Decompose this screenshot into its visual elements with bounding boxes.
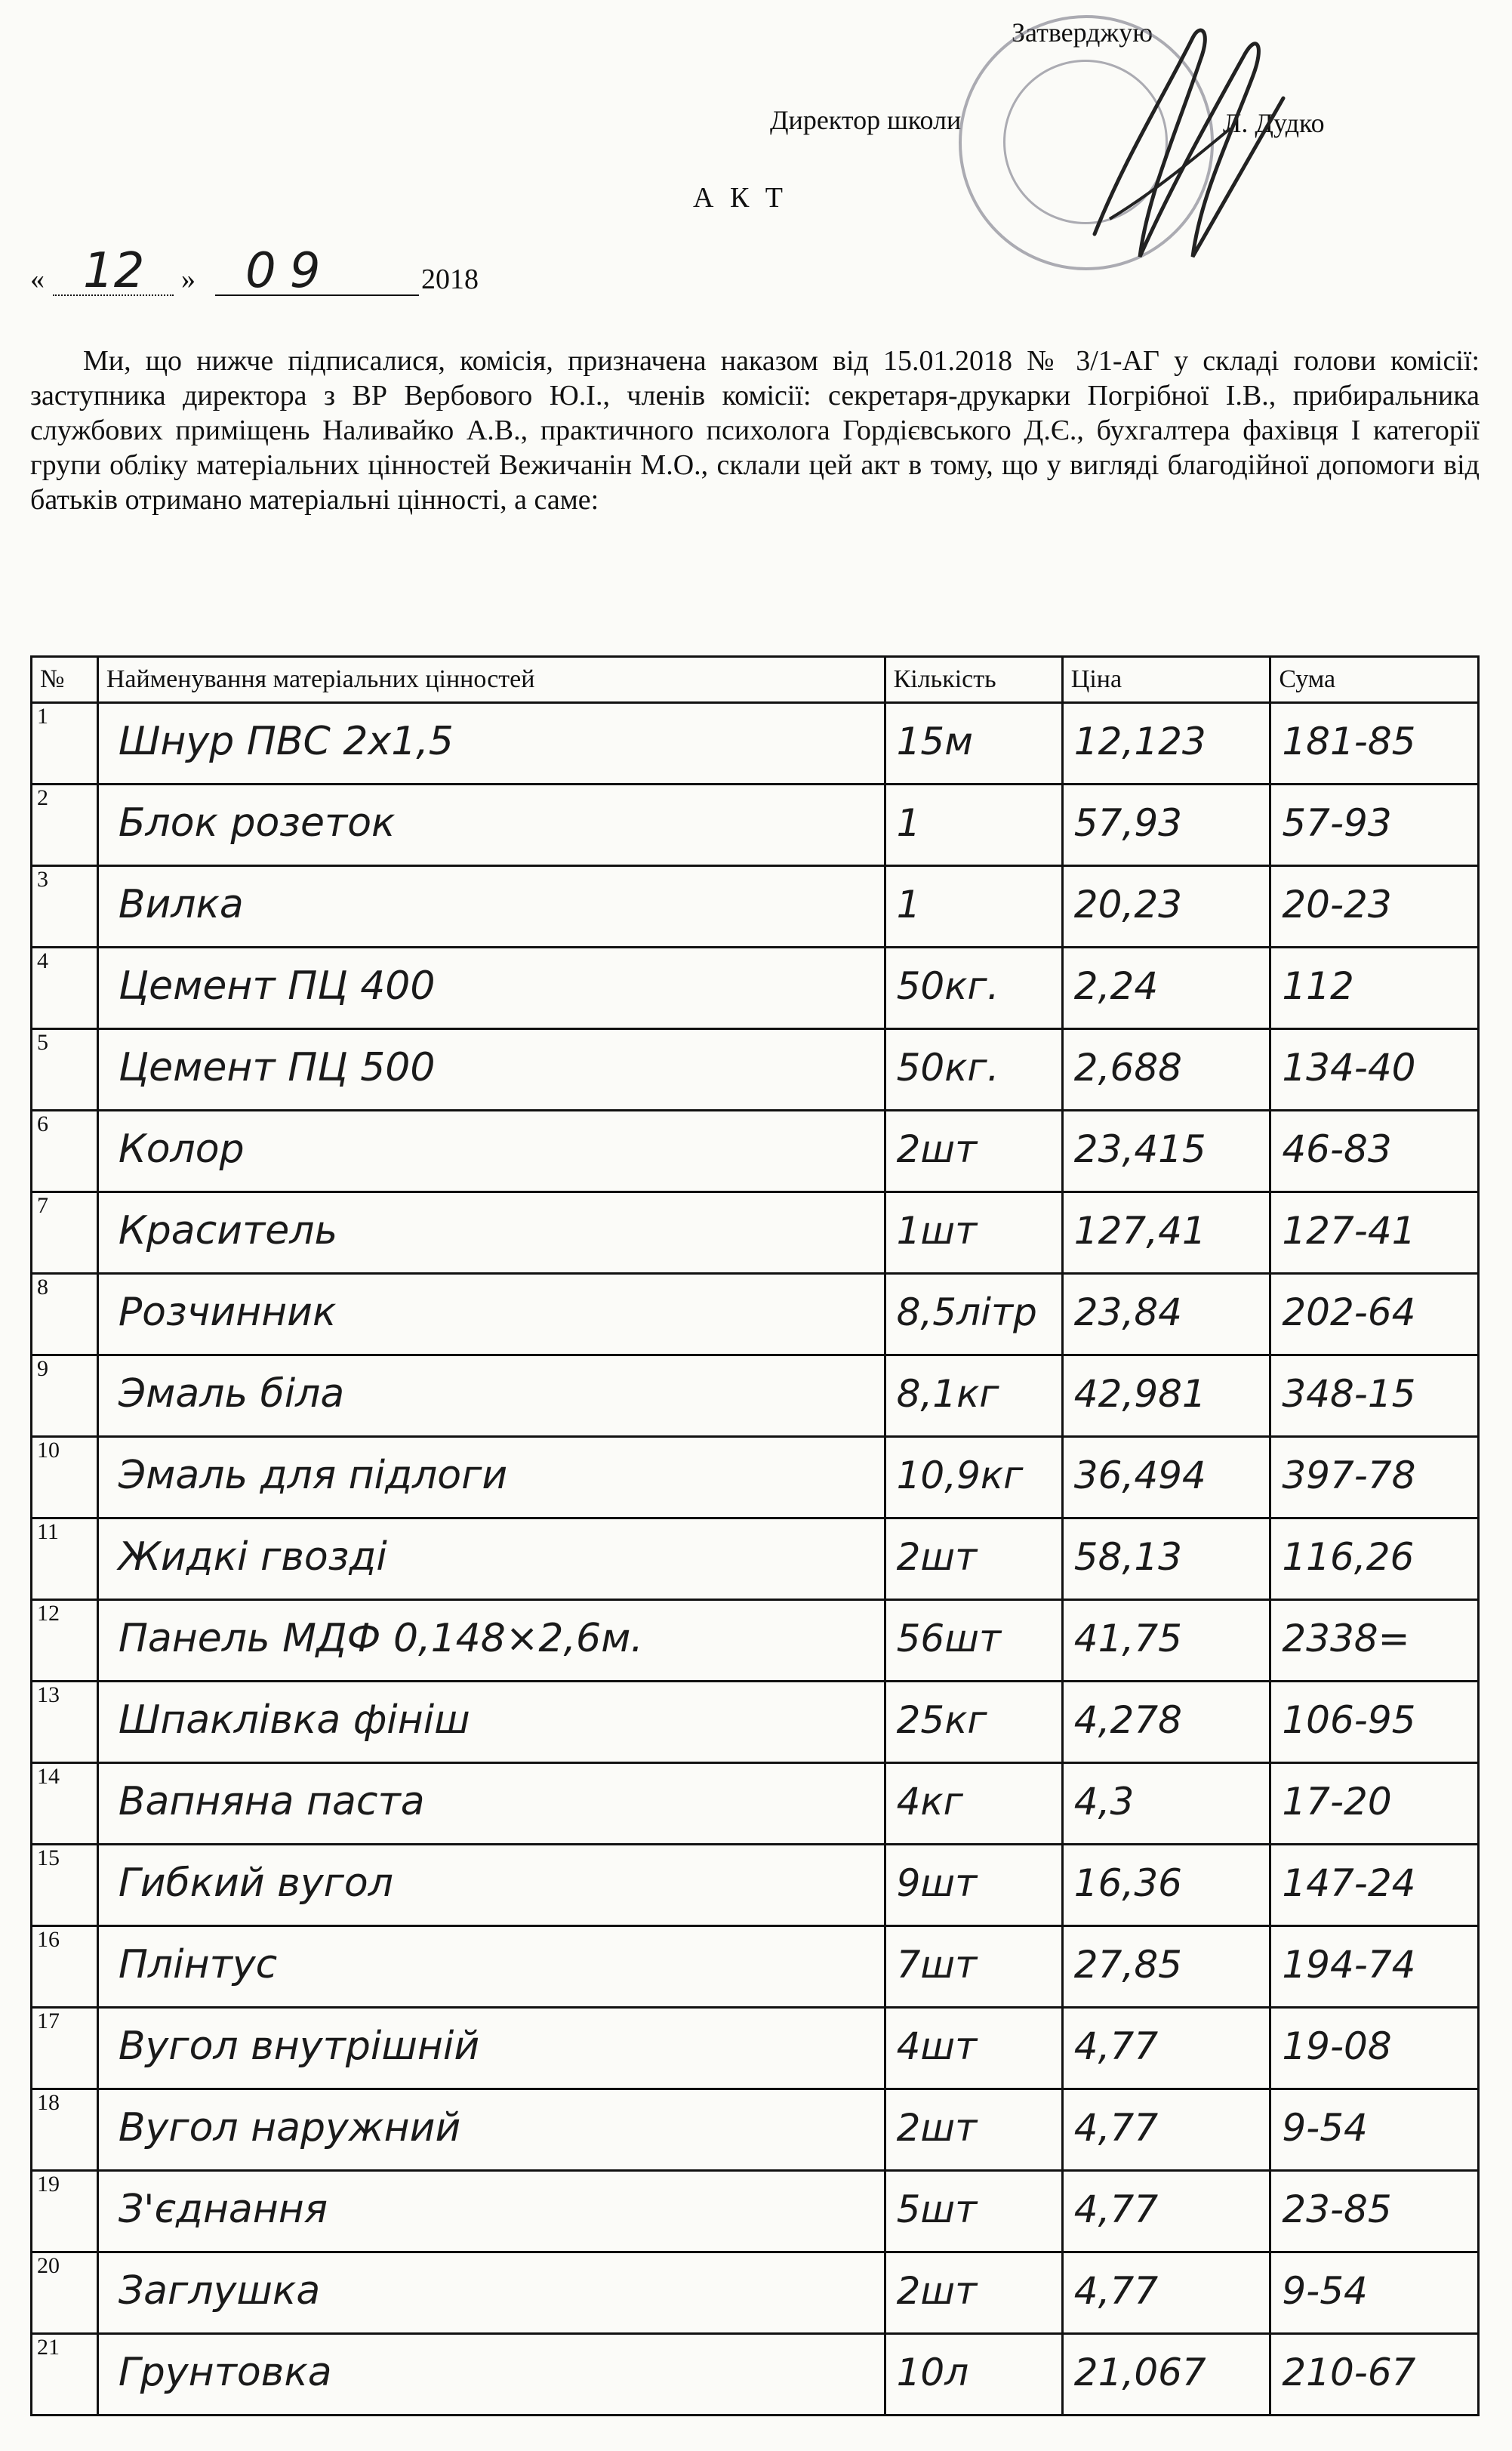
row-quantity: 2шт [896,2269,978,2313]
table-row [32,1029,1479,1111]
row-price-cell [1062,1926,1270,2008]
row-quantity-cell [885,1437,1062,1518]
row-quantity: 2шт [896,1535,978,1579]
materials-table [30,655,1480,2416]
director-signature [1079,8,1298,294]
row-number-cell [32,2008,98,2089]
row-quantity: 15м [896,720,973,763]
row-number: 19 [37,2172,60,2197]
row-number-cell [32,2089,98,2171]
row-price: 16,36 [1073,1861,1182,1905]
table-row [32,1192,1479,1274]
row-sum: 147-24 [1282,1861,1416,1905]
row-quantity: 7шт [896,1943,978,1987]
table-row [32,1274,1479,1355]
director-name: Л. Дудко [1223,108,1325,138]
row-number-cell [32,1111,98,1192]
row-sum: 194-74 [1282,1943,1416,1987]
row-number: 4 [37,948,48,973]
row-number-cell [32,1518,98,1600]
row-quantity: 4шт [896,2024,978,2068]
row-item-name: Шнур ПВС 2х1,5 [118,719,454,764]
row-price-cell [1062,1274,1270,1355]
row-quantity-cell [885,1192,1062,1274]
row-price: 4,77 [1073,2024,1159,2068]
row-price: 2,24 [1073,964,1159,1008]
row-price-cell [1062,1192,1270,1274]
row-sum: 2338= [1282,1617,1410,1660]
row-number: 10 [37,1438,60,1463]
row-item-name-cell [97,1355,885,1437]
row-price: 36,494 [1073,1454,1206,1497]
row-sum: 23-85 [1282,2187,1392,2231]
row-item-name-cell [97,1926,885,2008]
row-price-cell [1062,2171,1270,2252]
row-number: 9 [37,1356,48,1381]
row-sum: 46-83 [1282,1127,1392,1171]
row-number: 15 [37,1845,60,1870]
row-item-name-cell [97,2008,885,2089]
row-price: 41,75 [1073,1617,1182,1660]
row-price-cell [1062,1682,1270,1763]
row-item-name-cell [97,2252,885,2334]
row-item-name-cell [97,1274,885,1355]
table-row [32,1682,1479,1763]
row-number: 21 [37,2335,60,2360]
table-row [32,1355,1479,1437]
row-quantity-cell [885,1029,1062,1111]
row-item-name: Вилка [118,882,244,927]
row-item-name: Розчинник [118,1290,337,1335]
row-price: 4,77 [1073,2106,1159,2150]
document-date [30,243,513,302]
row-number: 5 [37,1030,48,1055]
row-item-name-cell [97,785,885,866]
row-quantity: 8,1кг [896,1372,999,1416]
row-item-name: Эмаль для підлоги [118,1453,508,1498]
row-number-cell [32,1926,98,2008]
row-sum: 202-64 [1282,1290,1416,1334]
row-number-cell [32,703,98,785]
row-item-name-cell [97,866,885,948]
row-quantity: 4кг [896,1780,963,1824]
row-sum-cell [1270,1926,1479,2008]
row-quantity-cell [885,2171,1062,2252]
date-day: 12 [83,243,145,299]
row-quantity-cell [885,1763,1062,1845]
row-number: 1 [37,704,48,729]
row-sum: 57-93 [1282,801,1392,845]
table-row [32,703,1479,785]
row-price-cell [1062,1111,1270,1192]
director-title: Директор школи [770,105,962,135]
row-number: 3 [37,867,48,892]
col-sum-header: Сума [1270,657,1479,703]
row-sum-cell [1270,866,1479,948]
row-price-cell [1062,866,1270,948]
row-quantity: 9шт [896,1861,978,1905]
row-item-name: Вугол наружний [118,2105,461,2150]
row-sum: 112 [1282,964,1354,1008]
col-price-header: Ціна [1062,657,1270,703]
row-price: 2,688 [1073,1046,1182,1090]
table-row [32,2171,1479,2252]
row-sum-cell [1270,1111,1479,1192]
row-price-cell [1062,2089,1270,2171]
row-item-name: Вугол внутрішній [118,2024,480,2069]
row-quantity: 2шт [896,1127,978,1171]
row-price: 4,3 [1073,1780,1135,1824]
row-sum: 9-54 [1282,2269,1368,2313]
table-row [32,1437,1479,1518]
row-sum-cell [1270,785,1479,866]
row-item-name-cell [97,2171,885,2252]
row-sum: 20-23 [1282,883,1392,926]
row-quantity: 10,9кг [896,1454,1024,1497]
row-number-cell [32,1600,98,1682]
row-sum: 17-20 [1282,1780,1392,1824]
row-number-cell [32,2252,98,2334]
row-number-cell [32,1682,98,1763]
row-number: 2 [37,785,48,810]
row-sum-cell [1270,703,1479,785]
row-item-name: Цемент ПЦ 500 [118,1045,436,1090]
row-price-cell [1062,2008,1270,2089]
row-quantity-cell [885,785,1062,866]
row-item-name-cell [97,1111,885,1192]
row-quantity-cell [885,866,1062,948]
row-number: 18 [37,2090,60,2115]
row-quantity: 1 [896,883,921,926]
row-quantity-cell [885,2008,1062,2089]
row-item-name: Заглушка [118,2268,321,2314]
row-number-cell [32,1274,98,1355]
row-item-name-cell [97,2089,885,2171]
row-number-cell [32,1437,98,1518]
date-open-quote: « [30,264,45,295]
row-item-name-cell [97,1192,885,1274]
row-item-name-cell [97,1600,885,1682]
row-price-cell [1062,1355,1270,1437]
row-number-cell [32,2171,98,2252]
date-close-quote: » [181,264,196,295]
row-item-name: Цемент ПЦ 400 [118,963,436,1009]
row-quantity: 2шт [896,2106,978,2150]
row-quantity-cell [885,2252,1062,2334]
row-quantity-cell [885,1600,1062,1682]
row-price-cell [1062,1763,1270,1845]
row-number: 12 [37,1601,60,1626]
row-sum-cell [1270,1763,1479,1845]
table-row [32,1763,1479,1845]
row-sum-cell [1270,948,1479,1029]
row-sum: 397-78 [1282,1454,1416,1497]
row-item-name-cell [97,1682,885,1763]
row-sum: 134-40 [1282,1046,1416,1090]
table-row [32,2008,1479,2089]
row-price: 21,067 [1073,2351,1206,2394]
table-row [32,1111,1479,1192]
row-sum-cell [1270,1845,1479,1926]
row-price-cell [1062,1518,1270,1600]
row-price-cell [1062,703,1270,785]
row-number-cell [32,1192,98,1274]
row-item-name-cell [97,1437,885,1518]
row-sum: 106-95 [1282,1698,1416,1742]
row-quantity-cell [885,703,1062,785]
row-price-cell [1062,1845,1270,1926]
row-item-name: Гибкий вугол [118,1861,393,1906]
row-price: 12,123 [1073,720,1206,763]
table-row [32,2252,1479,2334]
row-number: 8 [37,1275,48,1299]
row-sum-cell [1270,1518,1479,1600]
row-item-name: Жидкі гвоздi [118,1534,387,1580]
row-number-cell [32,1763,98,1845]
row-quantity: 25кг [896,1698,987,1742]
row-sum-cell [1270,1355,1479,1437]
row-price: 58,13 [1073,1535,1182,1579]
row-item-name-cell [97,1518,885,1600]
row-item-name-cell [97,1845,885,1926]
row-item-name: Вапняна паста [118,1779,425,1824]
row-quantity-cell [885,1274,1062,1355]
document-title: А К Т [693,182,787,214]
row-number-cell [32,785,98,866]
row-quantity: 56шт [896,1617,1002,1660]
row-sum-cell [1270,1600,1479,1682]
row-sum-cell [1270,2334,1479,2416]
row-sum-cell [1270,1682,1479,1763]
row-sum: 116,26 [1282,1535,1415,1579]
row-price: 23,84 [1073,1290,1182,1334]
row-sum: 127-41 [1282,1209,1416,1253]
row-price-cell [1062,1600,1270,1682]
row-price-cell [1062,2252,1270,2334]
row-number: 11 [37,1519,59,1544]
date-year: 2018 [421,264,479,295]
row-price: 42,981 [1073,1372,1206,1416]
row-item-name: Краситель [118,1208,338,1253]
row-quantity: 50кг. [896,1046,999,1090]
row-sum-cell [1270,1274,1479,1355]
row-price: 27,85 [1073,1943,1182,1987]
row-quantity-cell [885,2089,1062,2171]
table-row [32,1926,1479,2008]
row-price: 23,415 [1073,1127,1206,1171]
row-item-name: Плінтус [118,1942,278,1987]
table-row [32,2089,1479,2171]
row-quantity: 50кг. [896,964,999,1008]
row-sum-cell [1270,1437,1479,1518]
approve-label: Затверджую [1012,17,1153,48]
row-number: 16 [37,1927,60,1952]
col-name-header: Найменування матеріальних цінностей [97,657,885,703]
table-row [32,948,1479,1029]
row-price: 4,77 [1073,2269,1159,2313]
row-price-cell [1062,1029,1270,1111]
row-number-cell [32,948,98,1029]
row-quantity-cell [885,1926,1062,2008]
row-quantity-cell [885,1111,1062,1192]
row-sum: 19-08 [1282,2024,1392,2068]
row-quantity: 10л [896,2351,969,2394]
row-quantity-cell [885,2334,1062,2416]
row-sum-cell [1270,2171,1479,2252]
row-number-cell [32,866,98,948]
row-sum-cell [1270,2008,1479,2089]
row-item-name-cell [97,703,885,785]
row-number-cell [32,1355,98,1437]
row-quantity-cell [885,1518,1062,1600]
row-price-cell [1062,1437,1270,1518]
row-price: 57,93 [1073,801,1182,845]
row-sum-cell [1270,2252,1479,2334]
table-row [32,1845,1479,1926]
row-quantity-cell [885,1682,1062,1763]
row-price-cell [1062,2334,1270,2416]
row-sum-cell [1270,1029,1479,1111]
row-item-name: Блок розеток [118,800,396,846]
row-quantity-cell [885,1845,1062,1926]
row-number-cell [32,1845,98,1926]
row-price: 4,77 [1073,2187,1159,2231]
table-row [32,785,1479,866]
row-number: 13 [37,1682,60,1707]
row-number: 6 [37,1111,48,1136]
row-item-name: Грунтовка [118,2350,332,2395]
row-number: 20 [37,2253,60,2278]
row-quantity-cell [885,948,1062,1029]
row-number: 14 [37,1764,60,1789]
row-price: 4,278 [1073,1698,1182,1742]
row-quantity: 5шт [896,2187,978,2231]
row-quantity: 1 [896,801,921,845]
intro-paragraph: Ми, що нижче підписалися, комісія, призначена наказом від 15.01.2018 № 3/1-АГ у складі голови комісії: заступника директора з ВР Вербового Ю.І., членів комісії: секретаря-друкарки Погрібної І.В., прибиральника службових приміщень Наливайко А.В., практичного психолога Гордієвського Д.Є., бухгалтера фахівця І категорії групи обліку матеріальних цінностей Вежичанін М.О., склали цей акт в тому, що у вигляді благодійної допомоги від батьків отримано матеріальні цінності, а саме: [30,345,1480,516]
table-row [32,1600,1479,1682]
col-number-header: № [32,657,98,703]
row-item-name: З'єднання [118,2187,328,2232]
row-sum: 9-54 [1282,2106,1368,2150]
row-item-name-cell [97,1763,885,1845]
row-number: 17 [37,2009,60,2033]
col-quantity-header: Кількість [885,657,1062,703]
row-price-cell [1062,785,1270,866]
row-quantity-cell [885,1355,1062,1437]
row-price-cell [1062,948,1270,1029]
row-sum: 210-67 [1282,2351,1416,2394]
date-month: 09 [245,243,334,299]
table-row [32,866,1479,948]
row-price: 127,41 [1073,1209,1206,1253]
row-item-name: Колор [118,1127,245,1172]
row-item-name-cell [97,948,885,1029]
row-sum-cell [1270,2089,1479,2171]
table-header-row [32,657,1479,703]
row-quantity: 1шт [896,1209,978,1253]
row-number-cell [32,1029,98,1111]
row-sum: 181-85 [1282,720,1416,763]
row-number-cell [32,2334,98,2416]
row-number: 7 [37,1193,48,1218]
row-sum-cell [1270,1192,1479,1274]
row-item-name: Шпаклівка фініш [118,1697,470,1743]
row-item-name: Эмаль біла [118,1371,345,1417]
table-row [32,1518,1479,1600]
row-sum: 348-15 [1282,1372,1416,1416]
table-row [32,2334,1479,2416]
row-item-name: Панель МДФ 0,148×2,6м. [118,1616,643,1661]
row-item-name-cell [97,1029,885,1111]
row-item-name-cell [97,2334,885,2416]
row-price: 20,23 [1073,883,1182,926]
row-quantity: 8,5літр [896,1290,1037,1334]
